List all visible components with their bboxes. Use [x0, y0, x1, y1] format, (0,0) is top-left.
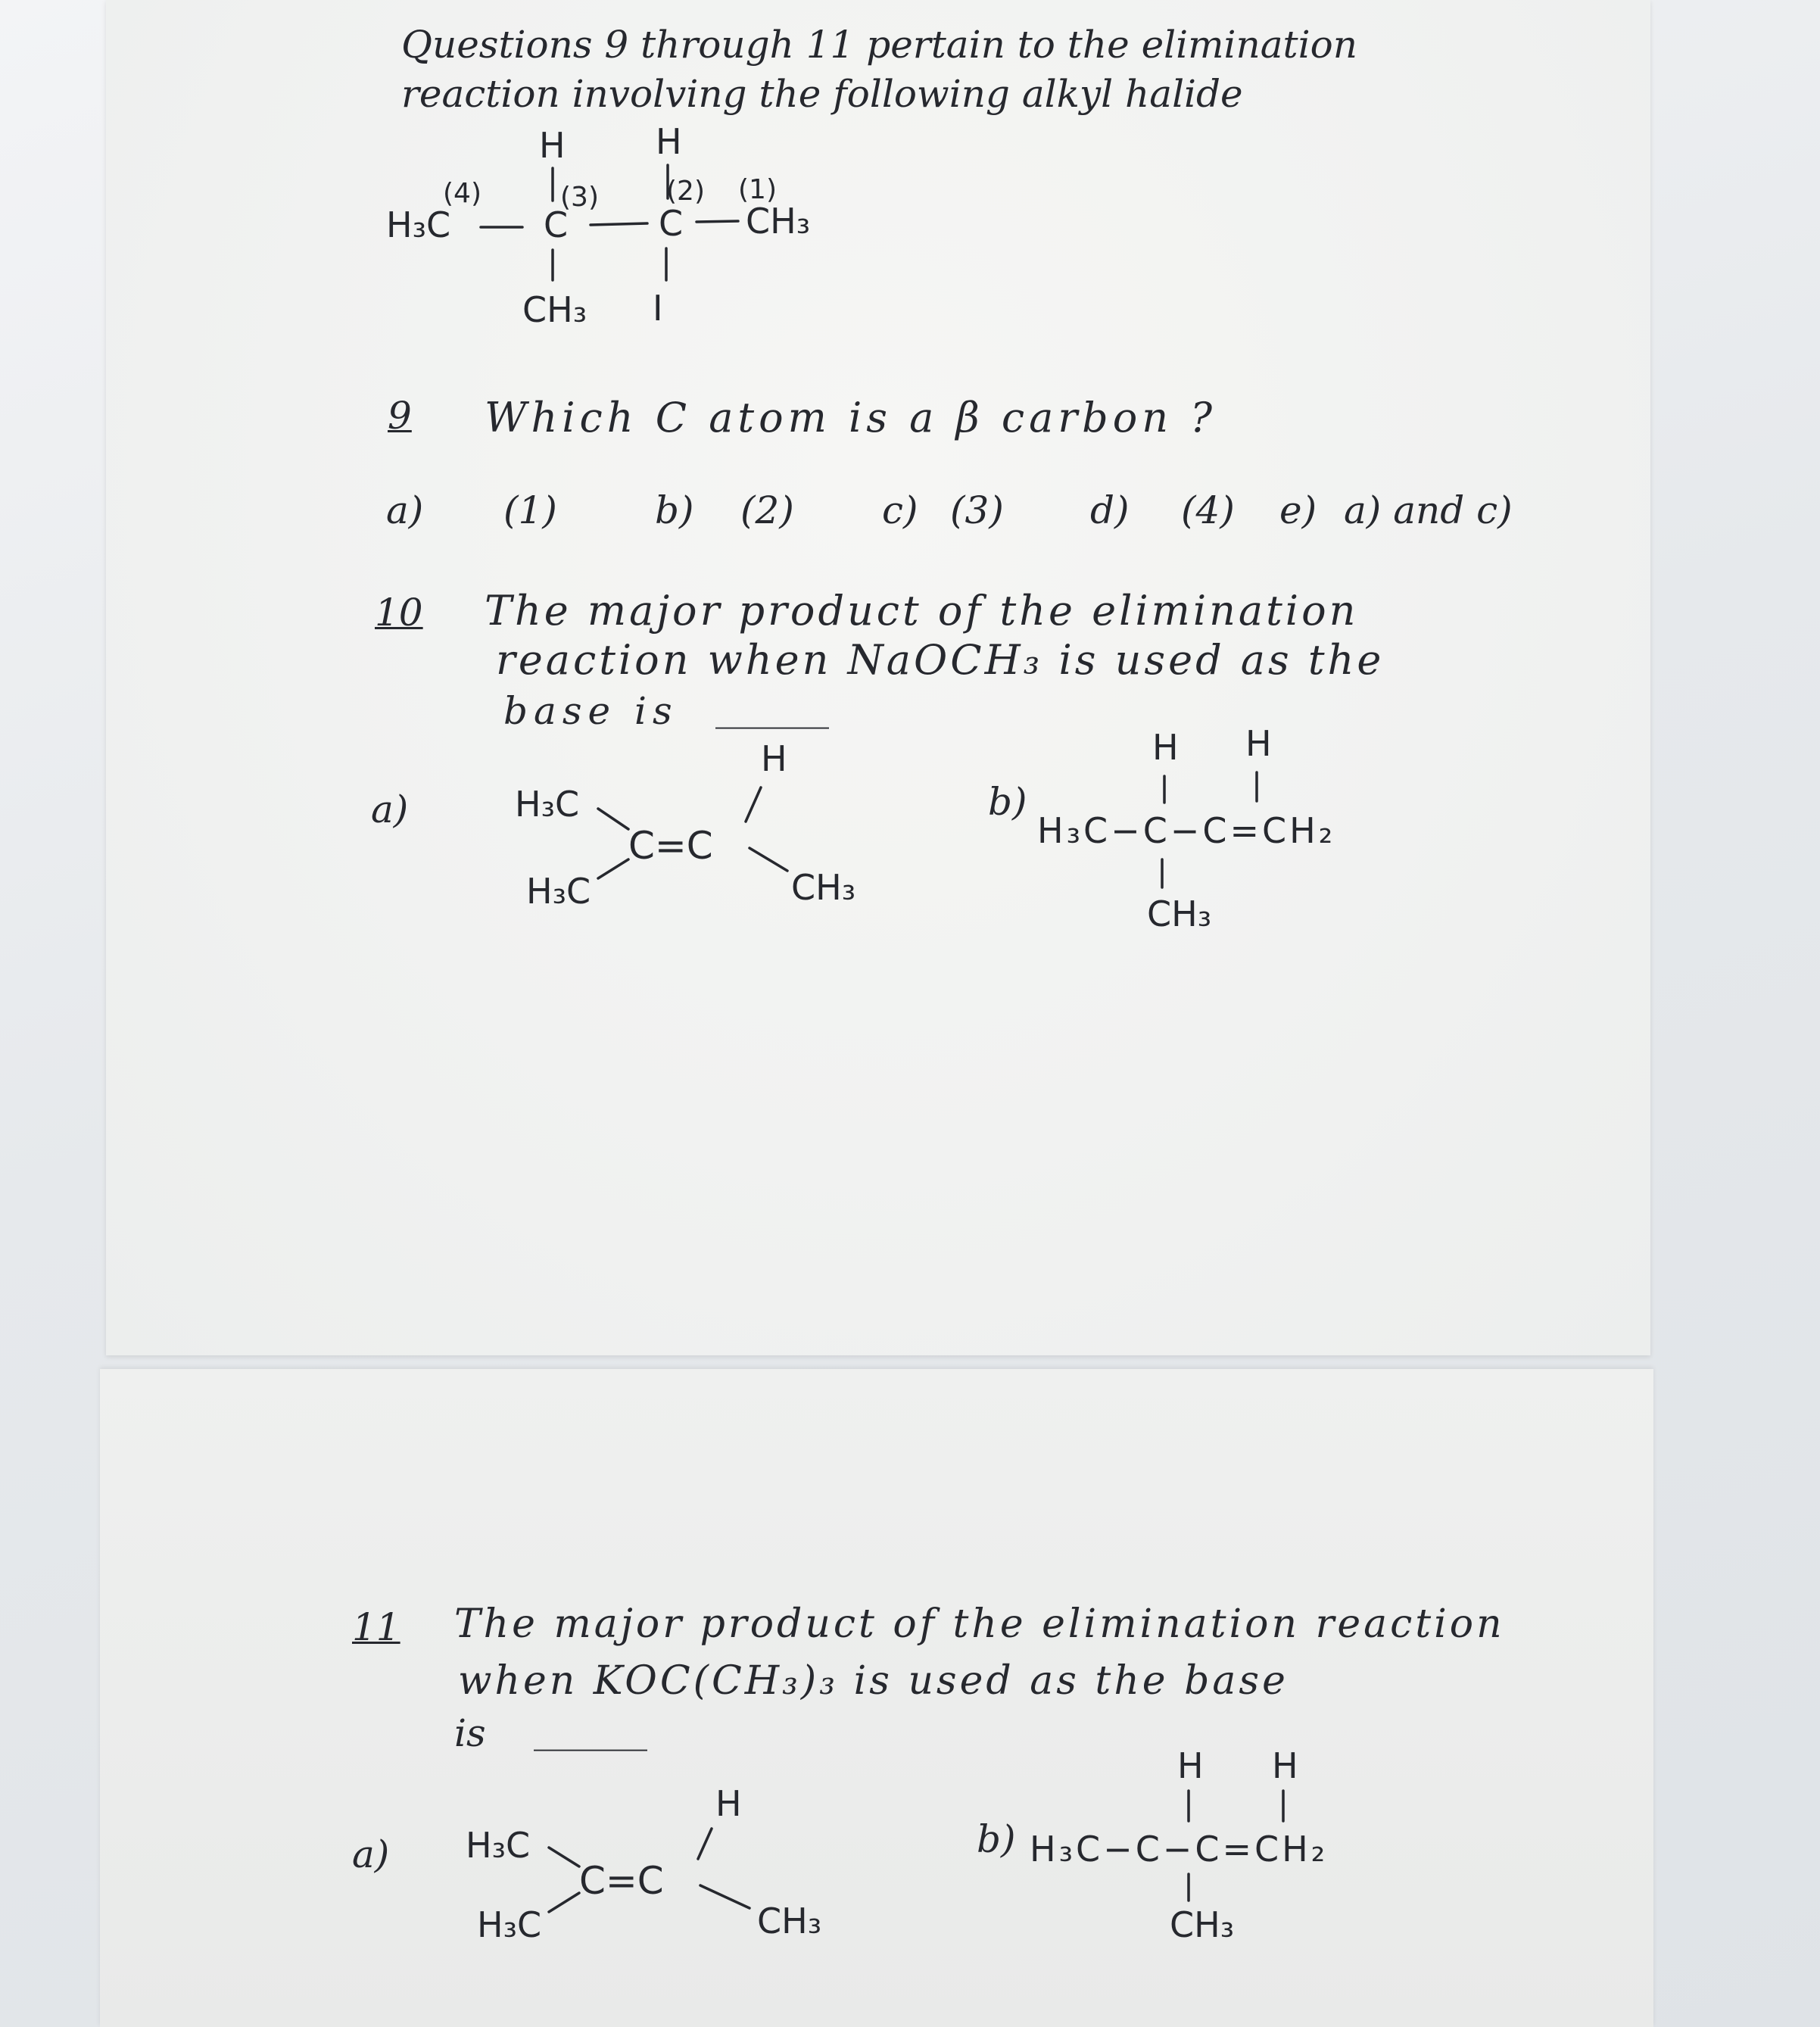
q9-option-c-value: (3)	[950, 488, 1004, 532]
q10-line-2: reaction when NaOCH₃ is used as the	[496, 636, 1385, 684]
q10-a-methyl: CH₃	[791, 867, 856, 908]
q10-line-3: base is	[503, 689, 678, 733]
q9-number: 9	[388, 394, 412, 438]
intro-line-1: Questions 9 through 11 pertain to the elimination	[401, 23, 1357, 67]
q11-b-chain: H₃C−C−C=CH₂	[1030, 1829, 1329, 1870]
q10-b-hydrogen-2: H	[1245, 723, 1272, 764]
q9-option-c-key: c)	[882, 488, 918, 532]
q11-blank-line: ______	[534, 1707, 647, 1751]
halide-label-4: (4)	[443, 178, 481, 209]
q11-text-line-2: when KOC(CH₃)₃ is used as the base	[458, 1658, 1289, 1704]
halide-h-above-c3: H	[539, 125, 566, 166]
q11-a-group-bottom: H₃C	[477, 1904, 542, 1945]
q9-option-d-value: (4)	[1181, 488, 1235, 532]
q11-choice-a-key: a)	[352, 1832, 390, 1876]
q9-option-b-value: (2)	[740, 488, 794, 532]
q11-choice-b-key: b)	[977, 1817, 1016, 1861]
q10-choice-b-key: b)	[988, 780, 1027, 824]
halide-h-above-c2: H	[656, 121, 682, 162]
q10-blank: ______	[715, 685, 829, 729]
q10-b-chain: H₃C−C−C=CH₂	[1037, 810, 1336, 851]
q9-option-e-key: e)	[1279, 488, 1317, 532]
q10-a-group-bottom: H₃C	[526, 871, 591, 912]
halide-label-1: (1)	[738, 174, 777, 205]
q9-option-b-key: b)	[655, 488, 694, 532]
q9-option-d-key: d)	[1090, 488, 1130, 532]
q10-number: 10	[375, 591, 423, 635]
halide-label-3: (3)	[560, 182, 599, 213]
q9-option-e-value: a) and c)	[1344, 488, 1513, 532]
q10-a-group-top: H₃C	[515, 784, 580, 825]
halide-c3: C	[544, 204, 569, 245]
halide-left-group: H₃C	[386, 204, 451, 245]
q11-a-double-bond: C=C	[579, 1859, 664, 1903]
q10-a-hydrogen: H	[761, 738, 787, 779]
halide-label-2: (2)	[666, 176, 705, 207]
q11-number-label: 11	[352, 1605, 400, 1649]
q11-b-methyl: CH₃	[1170, 1904, 1235, 1945]
q11-text-line-3: is	[454, 1711, 486, 1755]
q10-a-double-bond: C=C	[628, 824, 713, 868]
q9-option-a-value: (1)	[503, 488, 557, 532]
q11-a-methyl: CH₃	[757, 1901, 822, 1941]
halide-right-group: CH₃	[746, 201, 811, 242]
q10-b-methyl: CH₃	[1147, 893, 1212, 934]
q11-b-hydrogen-2: H	[1272, 1745, 1298, 1786]
q10-line-1: The major product of the elimination	[485, 587, 1359, 635]
halide-sub-iodine: I	[653, 288, 663, 329]
q11-a-group-top: H₃C	[466, 1825, 531, 1866]
q11-a-hydrogen: H	[715, 1783, 742, 1824]
q10-b-hydrogen-1: H	[1152, 727, 1179, 768]
halide-sub-ch3: CH₃	[522, 289, 587, 330]
q9-option-a-key: a)	[386, 488, 424, 532]
q9-text: Which C atom is a β carbon ?	[485, 394, 1217, 441]
q10-choice-a-key: a)	[371, 787, 409, 831]
halide-c2: C	[659, 203, 684, 244]
q11-text-line-1: The major product of the elimination reaction	[454, 1601, 1505, 1647]
intro-line-2: reaction involving the following alkyl halide	[401, 72, 1243, 116]
q11-b-hydrogen-1: H	[1177, 1745, 1204, 1786]
